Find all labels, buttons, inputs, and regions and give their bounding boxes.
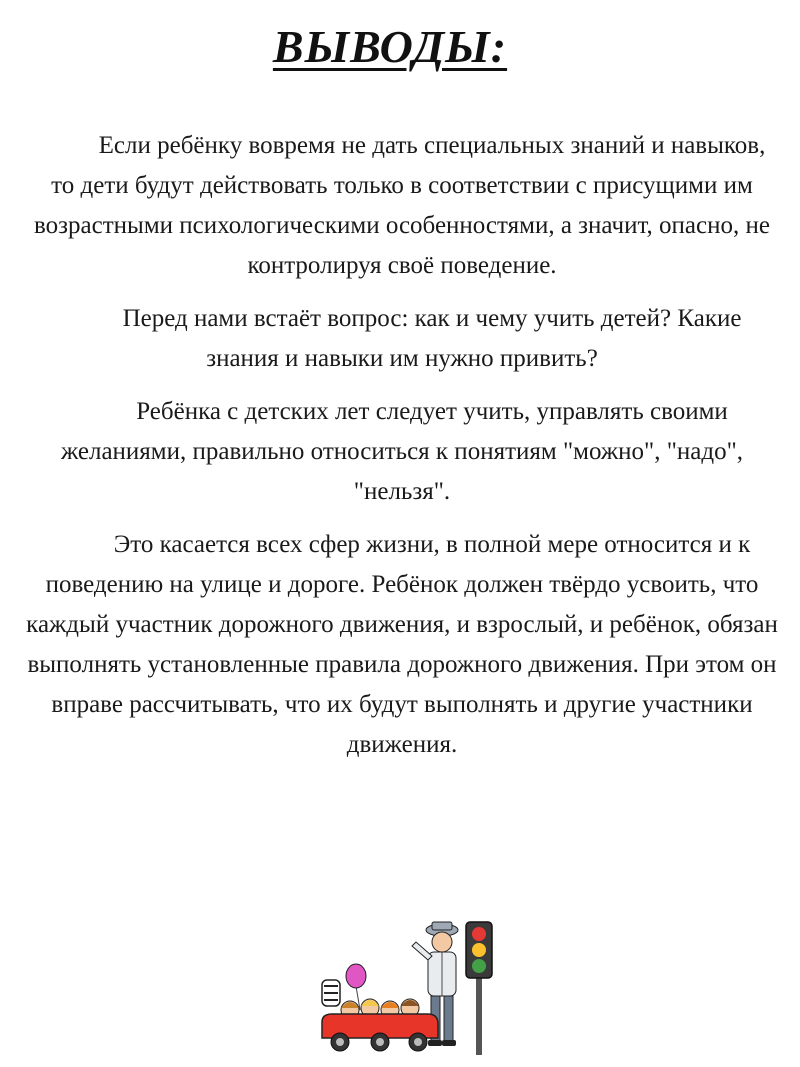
- traffic-light-icon: [466, 922, 492, 1055]
- zebra-toy-icon: [322, 980, 340, 1006]
- paragraph-1: [26, 126, 778, 286]
- paragraph-3-text: Ребёнка с детских лет следует учить, управлять своими желаниями, правильно относиться к понятиям "можно", "надо", "нельзя".: [60, 398, 744, 505]
- red-car-icon: [322, 1014, 438, 1051]
- paragraph-2-text: Перед нами встаёт вопрос: как и чему учить детей? Какие знания и навыки им нужно привить?: [122, 305, 742, 372]
- paragraph-1-text: Если ребёнку вовремя не дать специальных знаний и навыков, то дети будут действовать только в соответствии с присущими им возрастными психологическими особенностями, а значит, опасно, не контролируя своё поведение.: [34, 132, 770, 279]
- conclusions-text: [26, 126, 778, 778]
- paragraph-2: [26, 299, 778, 379]
- traffic-illustration: [300, 910, 510, 1060]
- paragraph-3: [26, 392, 778, 512]
- page-title: ВЫВОДЫ:: [272, 21, 508, 72]
- paragraph-4: [26, 525, 778, 765]
- paragraph-4-text: Это касается всех сфер жизни, в полной мере относится и к поведению на улице и дороге. Ребёнок должен твёрдо усвоить, что каждый участник дорожного движения, и взрослый, и ребёнок, обязан выполнять установленные правила дорожного движения. При этом он вправе рассчитывать, что их будут выполнять и другие участники движения.: [26, 531, 778, 758]
